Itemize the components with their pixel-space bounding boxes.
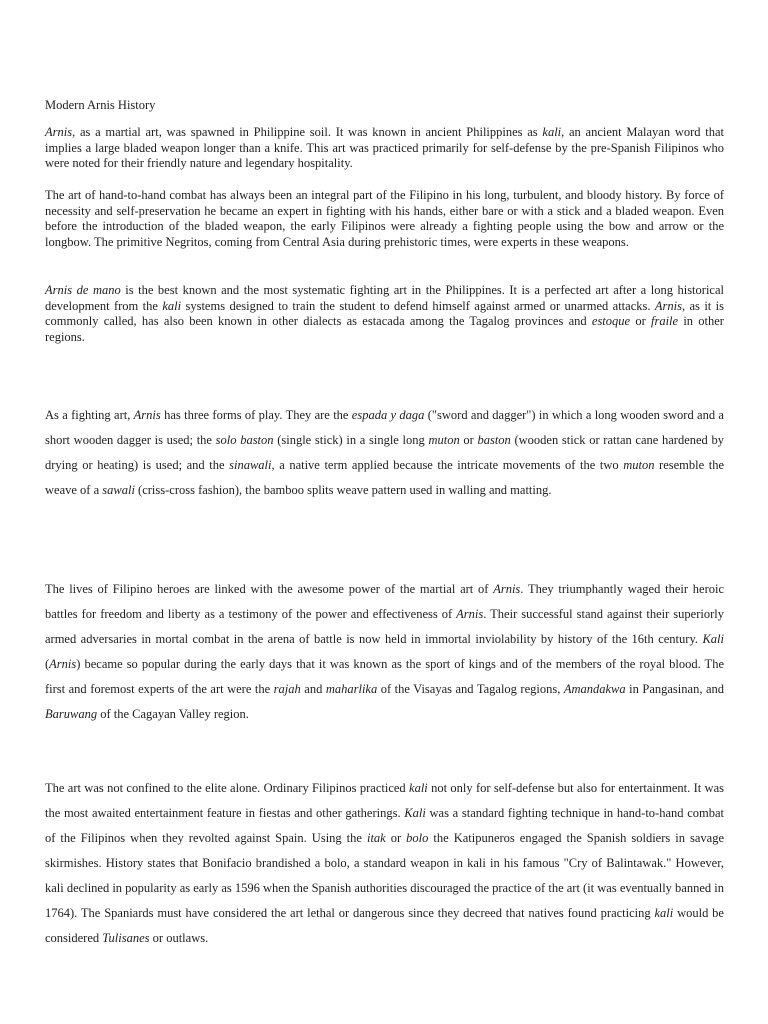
text-segment: , as it is commonly called, has also been known in other dialects as estacada among the Tagalog provinces and [45, 298, 724, 328]
text-segment: (criss-cross fashion), the bamboo splits weave pattern used in walling and matting. [134, 483, 552, 497]
text-segment: , as a martial art, was spawned in Philippine soil. It was known in ancient Philippines as [72, 125, 543, 139]
text-segment: or outlaws. [149, 931, 209, 945]
text-segment: Tulisanes [102, 931, 150, 945]
paragraph-2 [45, 188, 724, 250]
text-segment: fraile [650, 314, 679, 328]
text-segment: , a native term applied because the intricate movements of the two [271, 458, 624, 472]
text-segment: ("sword and dagger") in which a long wooden sword and a short wooden dagger is used; the [45, 408, 724, 447]
text-segment: systems designed to train the student to defend himself against armed or unarmed attacks. [181, 298, 655, 313]
text-segment: or [630, 314, 651, 328]
text-segment: muton [428, 433, 460, 447]
paragraph-4 [45, 403, 724, 503]
text-segment: sinawali [229, 458, 272, 472]
text-segment: The art of hand-to-hand combat has always been an integral part of the Filipino in his long, turbulent, and bloody history. By force of necessity and self-preservation he became an expert in fighting with his hands, either bare or with a stick and a bladed weapon. Even before the introduction of the bladed weapon, the early Filipinos were already a fighting people using the bow and arrow or the longbow. The primitive Negritos, coming from Central Asia during prehistoric times, were experts in these weapons. [45, 188, 724, 249]
text-segment: Arnis [45, 125, 73, 139]
text-segment: or [459, 433, 478, 447]
text-segment: (wooden stick or rattan cane hardened by drying or heating) is used; and the [45, 433, 724, 472]
text-segment: , an ancient Malayan word that implies a large bladed weapon longer than a knife. This art was practiced primarily for self-defense by the pre-Spanish Filipinos who were noted for their friendly nature and legendary hospitality. [45, 125, 724, 170]
text-segment: itak [366, 831, 386, 845]
text-segment: Arnis de mano [45, 283, 121, 297]
text-segment: Kali [702, 632, 724, 646]
text-segment: is the best known and the most systematic fighting art in the Philippines. It is a perfected art after a long historical development from the [45, 283, 724, 313]
text-segment: solo baston [215, 433, 274, 447]
text-segment: would be considered [45, 906, 724, 945]
text-segment: Amandakwa [563, 682, 626, 696]
paragraph-1 [45, 125, 724, 172]
paragraph-5 [45, 577, 724, 727]
text-segment: As a fighting art, [45, 408, 134, 422]
text-segment: and [300, 682, 326, 696]
text-segment: Kali [404, 806, 426, 820]
text-segment: ( [45, 657, 50, 671]
text-segment: Arnis [49, 657, 77, 671]
text-segment: The art was not confined to the elite alone. Ordinary Filipinos practiced [45, 781, 410, 795]
text-segment: has three forms of play. They are the [160, 408, 352, 422]
document-title: Modern Arnis History [45, 98, 156, 112]
text-segment: or [385, 831, 407, 845]
text-segment: The lives of Filipino heroes are linked with the awesome power of the martial art of [45, 582, 494, 596]
text-segment: resemble the weave of a [45, 458, 725, 497]
text-segment: . Their successful stand against their superiorly armed adversaries in mortal combat in the arena of battle is now held in immortal inviolability by history of the 16th century. [45, 607, 724, 646]
text-segment: of the Cagayan Valley region. [97, 707, 249, 721]
text-segment: estoque [591, 314, 631, 328]
text-segment: Arnis [133, 408, 161, 422]
paragraph-3 [45, 283, 724, 345]
paragraph-6 [45, 776, 724, 951]
text-segment: kali [654, 906, 674, 920]
text-segment: kali [162, 298, 182, 313]
text-segment: of the Visayas and Tagalog regions, [377, 682, 564, 696]
text-segment: the Katipuneros engaged the Spanish soldiers in savage skirmishes. History states that Bonifacio brandished a bolo, a standard weapon in kali in his famous "Cry of Balintawak." However, kali declined in popularity as early as 1596 when the Spanish authorities discouraged the practice of the art (it was eventually banned in 1764). The Spaniards must have considered the art lethal or dangerous since they decreed that natives found practicing [45, 831, 724, 920]
text-segment: espada y daga [351, 408, 425, 422]
text-segment: Arnis [493, 582, 521, 596]
text-segment: maharlika [325, 682, 378, 696]
text-segment: (single stick) in a single long [273, 433, 429, 447]
text-segment: ) became so popular during the early days that it was known as the sport of kings and of the members of the royal blood. The first and foremost experts of the art were the [45, 657, 724, 696]
text-segment: Arnis [456, 607, 484, 621]
text-segment: kali [542, 125, 562, 139]
text-segment: sawali [102, 483, 135, 497]
text-segment: Baruwang [45, 707, 98, 721]
text-segment: muton [623, 458, 655, 472]
text-segment: Arnis [654, 298, 682, 313]
text-segment: was a standard fighting technique in hand-to-hand combat of the Filipinos when they revolted against Spain. Using the [45, 806, 724, 845]
text-segment: in other regions. [45, 314, 724, 344]
text-segment: not only for self-defense but also for entertainment. It was the most awaited entertainment feature in fiestas and other gatherings. [45, 781, 724, 820]
text-segment: kali [409, 781, 428, 795]
text-segment: baston [477, 433, 511, 447]
text-segment: rajah [273, 682, 301, 696]
text-segment: bolo [406, 831, 429, 845]
text-segment: in Pangasinan, and [625, 682, 724, 696]
text-segment: . They triumphantly waged their heroic battles for freedom and liberty as a testimony of the power and effectiveness of [45, 582, 724, 621]
